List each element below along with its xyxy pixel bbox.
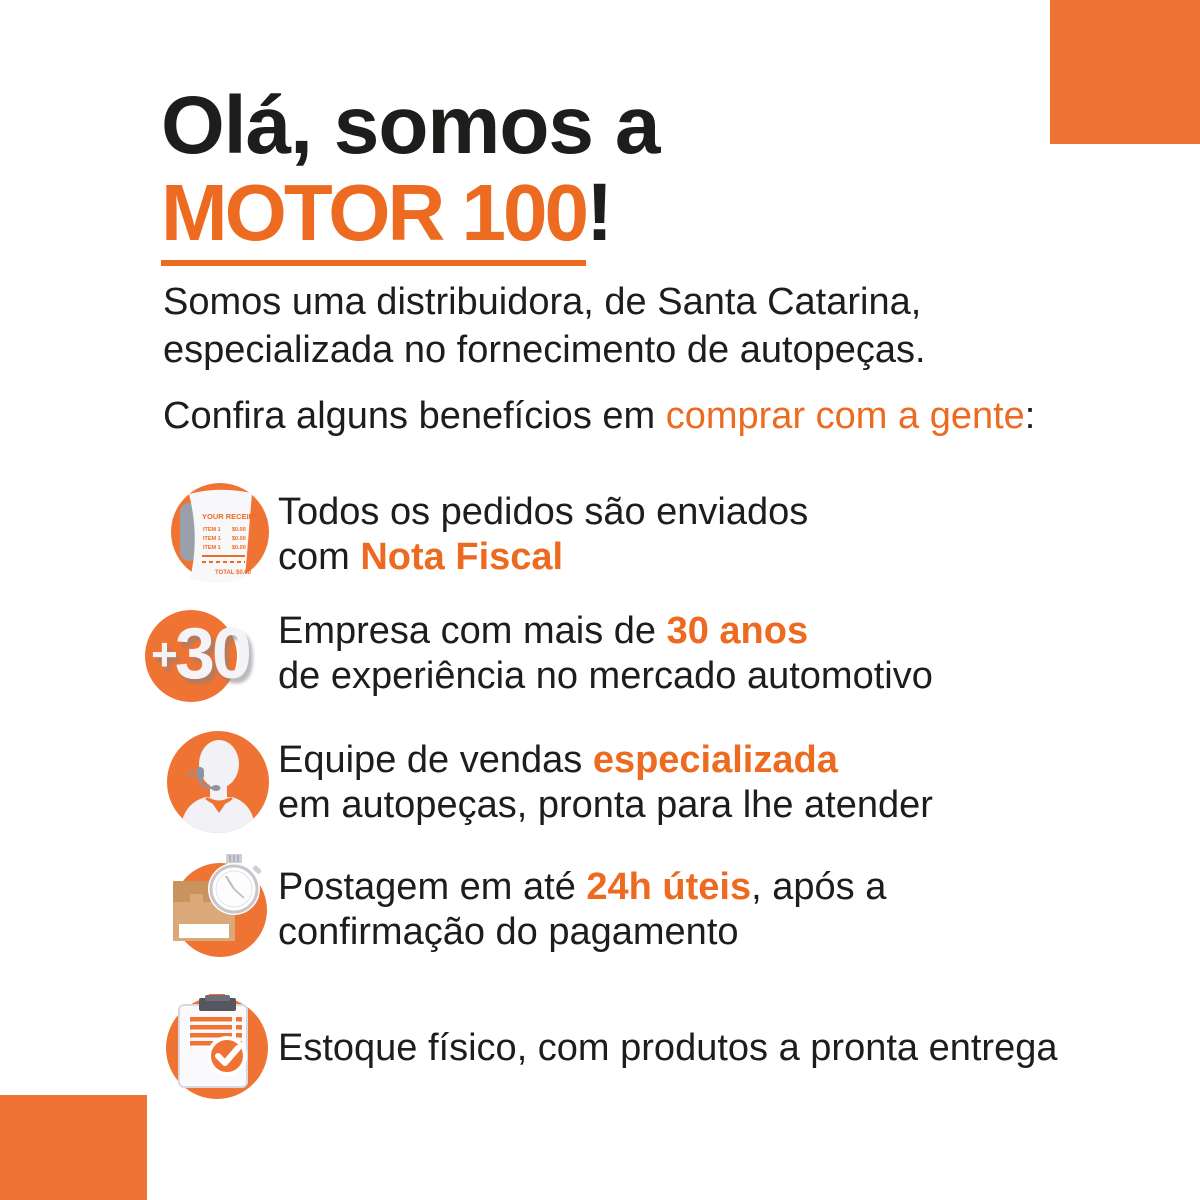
benefit-line: [278, 609, 933, 654]
clipboard-check-icon: [160, 992, 272, 1104]
brand-name: MOTOR 100: [161, 173, 586, 266]
svg-text:$0.00: $0.00: [232, 527, 246, 533]
benefit-line: [278, 910, 886, 955]
benefit-segment: Todos os pedidos são enviados: [278, 491, 809, 533]
benefit-segment: , após a: [751, 866, 887, 908]
benefit-highlight: 30 anos: [666, 610, 809, 652]
benefit-segment: com: [278, 536, 361, 578]
benefit-item: [160, 992, 1057, 1104]
benefit-highlight: 24h úteis: [586, 866, 752, 908]
benefit-segment: em autopeças, pronta para lhe atender: [278, 784, 933, 826]
benefit-item: [160, 479, 808, 591]
lead-pre: Confira alguns benefícios em: [163, 395, 666, 437]
benefit-text: [278, 490, 808, 580]
title-greeting: Olá, somos a: [161, 80, 660, 171]
benefit-highlight: Nota Fiscal: [360, 536, 564, 578]
title-exclamation: !: [586, 167, 613, 258]
svg-text:$0.00: $0.00: [232, 536, 246, 542]
svg-text:$0.00: $0.00: [232, 545, 246, 551]
benefit-line: [278, 738, 933, 783]
shipping-box-stopwatch-icon: [160, 852, 272, 968]
svg-text:TOTAL $0.00: TOTAL $0.00: [215, 570, 252, 576]
intro-line-1: Somos uma distribuidora, de Santa Catarina,: [163, 281, 922, 323]
benefit-line: [278, 865, 886, 910]
svg-text:ITEM 1: ITEM 1: [203, 545, 221, 551]
lead-colon: :: [1024, 395, 1036, 437]
lead-highlight: comprar com a gente: [665, 395, 1025, 437]
benefit-line: [278, 783, 933, 828]
benefit-line: [278, 1026, 1057, 1071]
benefit-text: [278, 738, 933, 828]
receipt-icon: [160, 479, 272, 591]
benefit-segment: Estoque físico, com produtos a pronta entrega: [278, 1026, 1058, 1069]
clipboard-check-icon: [160, 992, 272, 1104]
benefit-line: [278, 535, 808, 580]
svg-text:ITEM 1: ITEM 1: [203, 536, 221, 542]
benefit-item: [160, 854, 886, 966]
benefit-text: [278, 1026, 1057, 1071]
support-agent-icon: [160, 727, 272, 839]
benefit-text: [278, 865, 886, 955]
plus-30-text: + 30: [151, 614, 249, 694]
benefit-highlight: especializada: [592, 739, 838, 781]
benefit-segment: Postagem em até: [278, 866, 587, 908]
benefit-item: [151, 598, 933, 710]
receipt-icon: [160, 479, 272, 591]
benefit-item: [160, 727, 933, 839]
benefit-text: [278, 609, 933, 699]
receipt-header-text: YOUR RECEIPT: [202, 512, 259, 521]
benefit-segment: de experiência no mercado automotivo: [278, 655, 933, 697]
benefit-segment: Equipe de vendas: [278, 739, 593, 781]
benefit-segment: Empresa com mais de: [278, 610, 667, 652]
support-agent-icon: [160, 727, 272, 839]
plus-30-icon: [151, 598, 272, 710]
shipping-box-stopwatch-icon: [160, 854, 272, 966]
intro-line-2: especializada no fornecimento de autopeças.: [163, 329, 926, 371]
benefit-segment: confirmação do pagamento: [278, 911, 739, 953]
benefit-line: [278, 654, 933, 699]
svg-text:ITEM 1: ITEM 1: [203, 527, 221, 533]
benefit-line: [278, 490, 808, 535]
plus-30-icon: [151, 598, 272, 710]
